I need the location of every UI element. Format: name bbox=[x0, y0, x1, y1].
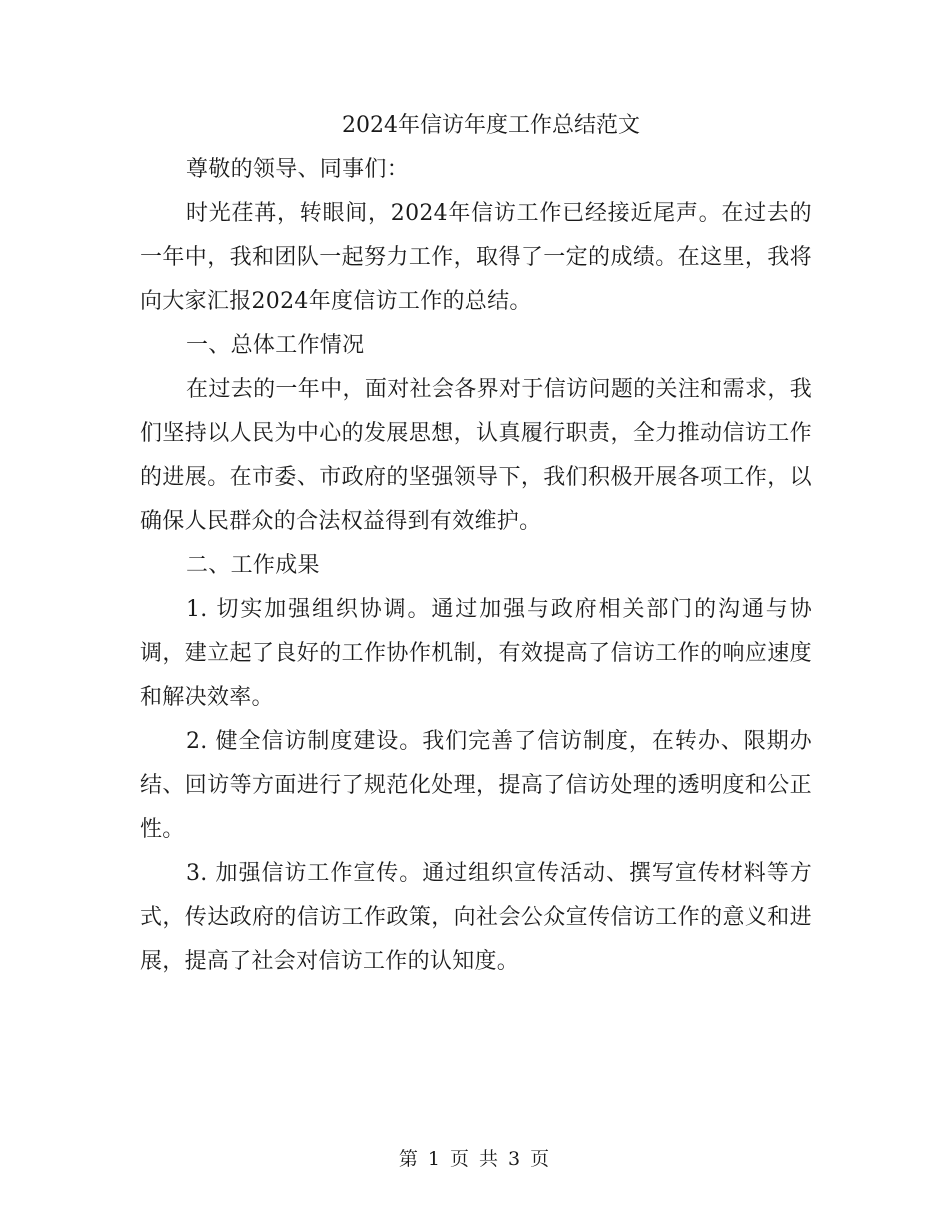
document-title: 2024年信访年度工作总结范文 bbox=[342, 113, 640, 138]
document-body bbox=[140, 104, 812, 984]
result-item-1: 1. 切实加强组织协调。通过加强与政府相关部门的沟通与协调，建立起了良好的工作协作机制，有效提高了信访工作的响应速度和解决效率。 bbox=[140, 597, 812, 710]
section-heading-overview: 一、总体工作情况 bbox=[186, 333, 365, 358]
page-number-footer: 第 1 页 共 3 页 bbox=[398, 1148, 552, 1170]
result-item-3: 3. 加强信访工作宣传。通过组织宣传活动、撰写宣传材料等方式，传达政府的信访工作政策，向社会公众宣传信访工作的意义和进展，提高了社会对信访工作的认知度。 bbox=[140, 861, 812, 974]
intro-paragraph: 时光荏苒，转眼间，2024年信访工作已经接近尾声。在过去的一年中，我和团队一起努力工作，取得了一定的成绩。在这里，我将向大家汇报2024年度信访工作的总结。 bbox=[140, 201, 812, 314]
section-heading-results: 二、工作成果 bbox=[186, 553, 320, 578]
salutation: 尊敬的领导、同事们： bbox=[186, 157, 410, 182]
result-item-2: 2. 健全信访制度建设。我们完善了信访制度，在转办、限期办结、回访等方面进行了规范化处理，提高了信访处理的透明度和公正性。 bbox=[140, 729, 812, 842]
overview-paragraph: 在过去的一年中，面对社会各界对于信访问题的关注和需求，我们坚持以人民为中心的发展思想，认真履行职责，全力推动信访工作的进展。在市委、市政府的坚强领导下，我们积极开展各项工作，以确保人民群众的合法权益得到有效维护。 bbox=[140, 377, 812, 534]
